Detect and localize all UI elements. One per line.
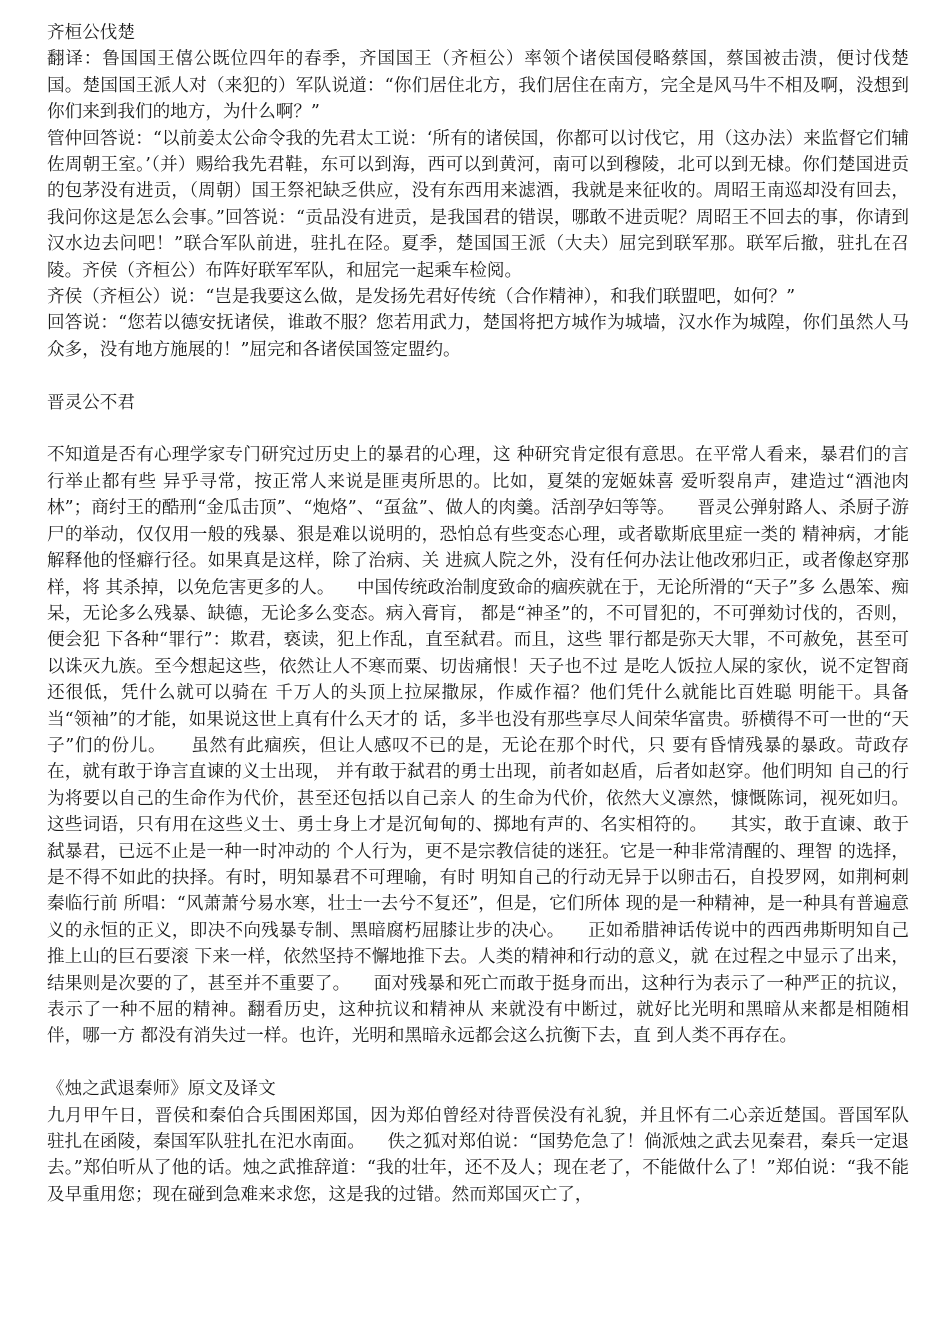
section-title-qi-huan-gong: 齐桓公伐楚 [47, 23, 135, 43]
section-title-zhu-zhi-wu: 《烛之武退秦师》原文及译文 [47, 1079, 276, 1100]
blank-line [47, 1050, 909, 1076]
blank-line [47, 363, 909, 389]
section-title-jin-ling-gong: 晋灵公不君 [47, 392, 135, 413]
paragraph-translation: 翻译：鲁国国王僖公既位四年的春季，齐国国王（齐桓公）率领个诸侯国侵略蔡国，蔡国被击溃，便讨伐楚国。楚国国王派人对（来犯的）军队说道：“你们居住北方，我们居住在南方，完全是风马牛不相及啊，没想到你们来到我们的地方，为什么啊？” [47, 49, 909, 123]
paragraph-qi-hou: 齐侯（齐桓公）说：“岂是我要这么做，是发扬先君好传统（合作精神），和我们联盟吧，如何？” [47, 287, 796, 308]
document-page [47, 20, 932, 1208]
blank-line [47, 416, 909, 442]
paragraph-guan-zhong: 管仲回答说：“以前姜太公命令我的先君太工说：‘所有的诸侯国，你都可以讨伐它，用（这办法）来监督它们辅佐周朝王室。’（并）赐给我先君鞋，东可以到海，西可以到黄河，南可以到穆陵，北可以到无棣。你们楚国进贡的包茅没有进贡，（周朝）国王祭祀缺乏供应，没有东西用来滤酒，我就是来征收的。周昭王南巡却没有回去，我问你这是怎么会事。”回答说：“贡品没有进贡，是我国君的错误，哪敢不进贡呢？周昭王不回去的事，你请到汉水边去问吧！”联合军队前进，驻扎在陉。夏季，楚国国王派（大夫）屈完到联军那。联军后撤，驻扎在召陵。齐侯（齐桓公）布阵好联军军队，和屈完一起乘车检阅。 [47, 128, 909, 281]
paragraph-reply: 回答说：“您若以德安抚诸侯，谁敢不服？您若用武力，楚国将把方城作为城墙，汉水作为城隍，你们虽然人马众多，没有地方施展的！”屈完和各诸侯国签定盟约。 [47, 313, 909, 360]
essay-body: 不知道是否有心理学家专门研究过历史上的暴君的心理，这 种研究肯定很有意思。在平常人看来，暴君们的言行举止都有些 异乎寻常，按正常人来说是匪夷所思的。比如，夏桀的宠姬妹喜 爱听裂帛声，建造过“酒池肉林”；商纣王的酷刑“金瓜击顶”、“炮烙”、“虿盆”、做人的肉羹。活剖孕妇等等。 晋灵公弹射路人、杀厨子游尸的举动，仅仅用一般的残暴、狠是难以说明的，恐怕总有些变态心理，或者歇斯底里症一类的 精神病，才能解释他的怪癖行径。如果真是这样，除了治病、关 进疯人院之外，没有任何办法让他改邪归正，或者像赵穿那样，将 其杀掉，以免危害更多的人。 中国传统政治制度致命的痼疾就在于，无论所滑的“天子”多 么愚笨、痴呆，无论多么残暴、缺德，无论多么变态。病入膏肓， 都是“神圣”的，不可冒犯的，不可弹劾讨伐的，否则，便会犯 下各种“罪行”：欺君，亵读，犯上作乱，直至弑君。而且，这些 罪行都是弥天大罪，不可赦免，甚至可以诛灭九族。至今想起这些，依然让人不寒而粟、切齿痛恨！天子也不过 是吃人饭拉人屎的家伙，说不定智商还很低，凭什么就可以骑在 千万人的头顶上拉屎撒尿，作威作福？他们凭什么就能比百姓聪 明能干。具备当“领袖”的才能，如果说这世上真有什么天才的 话，多半也没有那些享尽人间荣华富贵。骄横得不可一世的“天 子”们的份儿。 虽然有此痼疾，但让人感叹不已的是，无论在那个时代，只 要有昏情残暴的暴政。苛政存在，就有敢于诤言直谏的义士出现， 并有敢于弑君的勇士出现，前者如赵盾，后者如赵穿。他们明知 自己的行为将要以自己的生命作为代价，甚至还包括以自己亲人 的生命为代价，依然大义凛然，慷慨陈词，视死如归。 这些词语，只有用在这些义士、勇士身上才是沉甸甸的、掷地有声的、名实相符的。 其实，敢于直谏、敢于弑暴君，已远不止是一种一时冲动的 个人行为，更不是宗教信徒的迷狂。它是一种非常清醒的、理智 的选择，是不得不如此的抉择。有时，明知暴君不可理喻，有时 明知自己的行动无异于以卵击石，自投罗网，如荆柯刺秦临行前 所唱：“风萧萧兮易水寒，壮士一去兮不复还”，但是，它们所体 现的是一种精神，是一种具有普遍意义的永恒的正义，即决不向残暴专制、黑暗腐朽屈膝让步的决心。 正如希腊神话传说中的西西弗斯明知自己推上山的巨石要滚 下来一样，依然坚持不懈地推下去。人类的精神和行动的意义，就 在过程之中显示了出来，结果则是次要的了，甚至并不重要了。 面对残暴和死亡而敢于挺身而出，这种行为表示了一种严正的抗议，表示了一种不屈的精神。翻看历史，这种抗议和精神从 来就没有中断过，就好比光明和黑暗从来都是相随相伴，哪一方 都没有消失过一样。也许，光明和黑暗永远都会这么抗衡下去，直 到人类不再存在。 [47, 445, 932, 1047]
translation-body: 九月甲午日，晋侯和秦伯合兵围困郑国，因为郑伯曾经对待晋侯没有礼貌，并且怀有二心亲近楚国。晋国军队驻扎在函陵，秦国军队驻扎在汜水南面。 佚之狐对郑伯说：“国势危急了！倘派烛之武去见秦君，秦兵一定退去。”郑伯听从了他的话。烛之武推辞道：“我的壮年，还不及人；现在老了，不能做什么了！”郑伯说：“我不能及早重用您；现在碰到急难来求您，这是我的过错。然而郑国灭亡了， [47, 1105, 909, 1205]
